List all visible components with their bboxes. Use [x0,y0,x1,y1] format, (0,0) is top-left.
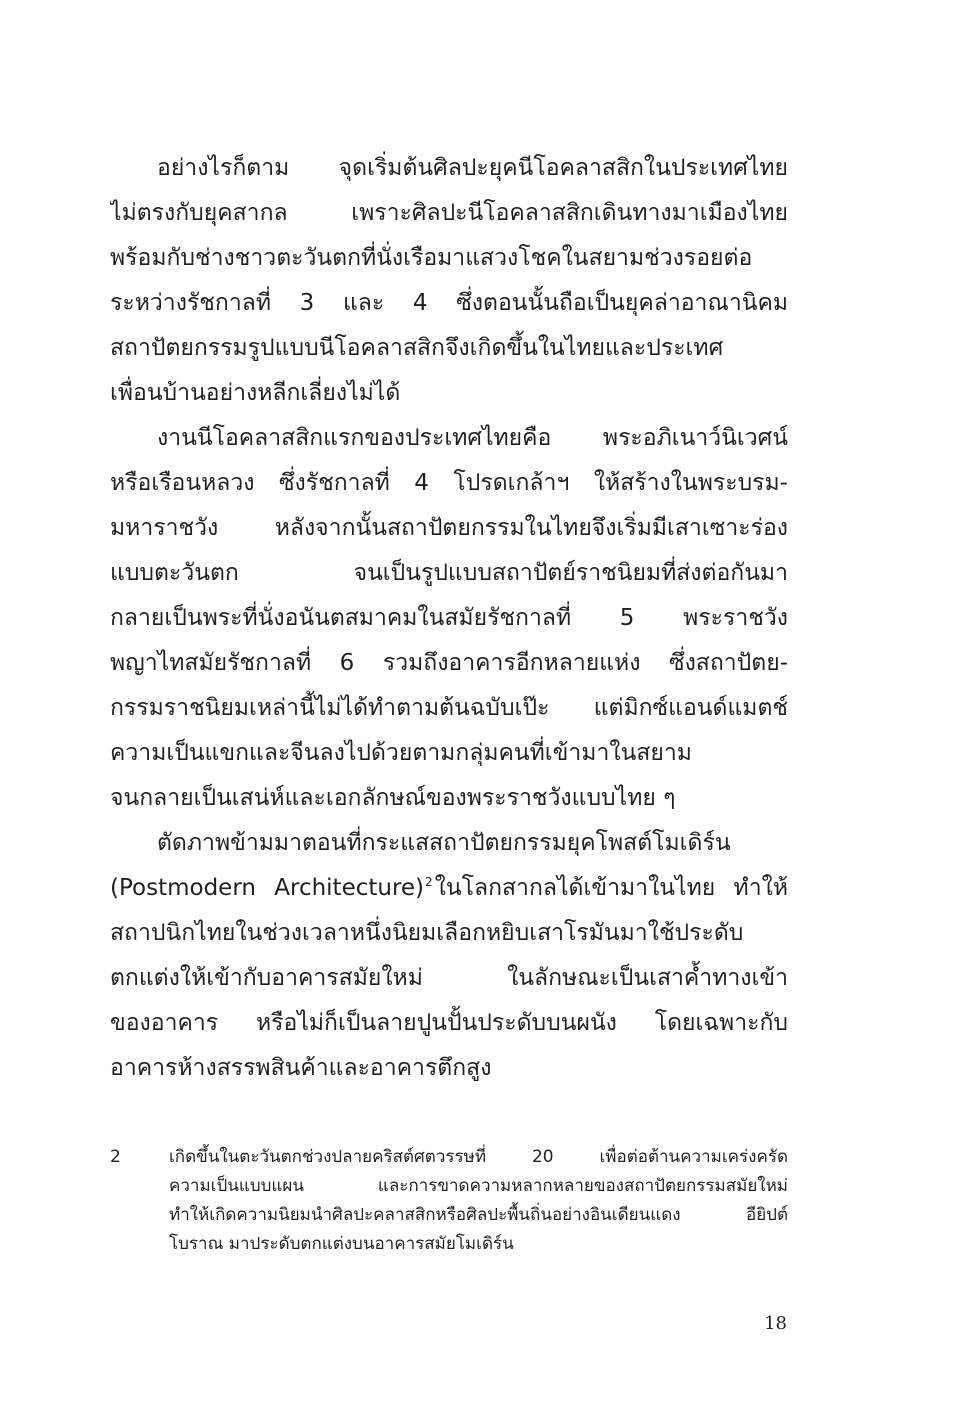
paragraph-line: สถาปัตยกรรมรูปแบบนีโอคลาสสิกจึงเกิดขึ้นในไทยและประเทศ [110,335,724,361]
paragraph-line: กรรมราชนิยมเหล่านี้ไม่ได้ทำตามต้นฉบับเป๊ะ แต่มิกซ์แอนด์แมตช์ [110,695,788,721]
footnote-text [169,1143,788,1259]
footnote-line: เกิดขึ้นในตะวันตกช่วงปลายคริสต์ศตวรรษที่ 20 เพื่อต่อต้านความเคร่งครัด [169,1147,788,1167]
paragraph-line: หรือเรือนหลวง ซึ่งรัชกาลที่ 4 โปรดเกล้าฯ ให้สร้างในพระบรม- [110,470,788,496]
paragraph-line: พญาไทสมัยรัชกาลที่ 6 รวมถึงอาคารอีกหลายแห่ง ซึ่งสถาปัตย- [110,650,788,676]
paragraph-line: จนกลายเป็นเสน่ห์และเอกลักษณ์ของพระราชวังแบบไทย ๆ [110,785,676,811]
paragraph-line: ความเป็นแขกและจีนลงไปด้วยตามกลุ่มคนที่เข้ามาในสยาม [110,740,692,766]
paragraph-3 [110,821,788,1091]
body-text [110,146,788,1091]
paragraph-line: สถาปนิกไทยในช่วงเวลาหนึ่งนิยมเลือกหยิบเสาโรมันมาใช้ประดับ [110,920,744,946]
paragraph-line: ไม่ตรงกับยุคสากล เพราะศิลปะนีโอคลาสสิกเดินทางมาเมืองไทย [110,200,788,226]
footnote-number: 2 [110,1147,121,1167]
paragraph-line: อย่างไรก็ตาม จุดเริ่มต้นศิลปะยุคนีโอคลาสสิกในประเทศไทย [157,155,788,181]
paragraph-line: กลายเป็นพระที่นั่งอนันตสมาคมในสมัยรัชกาลที่ 5 พระราชวัง [110,605,788,631]
paragraph-line: งานนีโอคลาสสิกแรกของประเทศไทยคือ พระอภิเนาว์นิเวศน์ [157,425,788,451]
paragraph-line: ของอาคาร หรือไม่ก็เป็นลายปูนปั้นประดับบนผนัง โดยเฉพาะกับ [110,1010,788,1036]
paragraph-line-with-footnote-ref [110,866,788,911]
paragraph-line: พร้อมกับช่างชาวตะวันตกที่นั่งเรือมาแสวงโชคในสยามช่วงรอยต่อ [110,245,753,271]
footnote-line: ทำให้เกิดความนิยมนำศิลปะคลาสสิกหรือศิลปะพื้นถิ่นอย่างอินเดียนแดง อียิปต์ [169,1205,788,1225]
paragraph-line: มหาราชวัง หลังจากนั้นสถาปัตยกรรมในไทยจึงเริ่มมีเสาเซาะร่อง [110,515,788,541]
paragraph-line: อาคารห้างสรรพสินค้าและอาคารตึกสูง [110,1055,492,1081]
line-continuation: ในโลกสากลได้เข้ามาในไทย ทำให้ [434,875,788,901]
paragraph-1 [110,146,788,416]
footnote-reference[interactable]: 2 [425,875,433,890]
paragraph-line: เพื่อนบ้านอย่างหลีกเลี่ยงไม่ได้ [110,380,401,406]
english-term: (Postmodern Architecture) [110,875,425,901]
paragraph-2 [110,416,788,821]
paragraph-line: ตัดภาพข้ามมาตอนที่กระแสสถาปัตยกรรมยุคโพสต์โมเดิร์น [157,830,731,856]
paragraph-line: แบบตะวันตก จนเป็นรูปแบบสถาปัตย์ราชนิยมที่ส่งต่อกันมา [110,560,788,586]
page-number: 18 [764,1313,787,1334]
paragraph-line: ตกแต่งให้เข้ากับอาคารสมัยใหม่ ในลักษณะเป็นเสาค้ำทางเข้า [110,965,788,991]
paragraph-line: ระหว่างรัชกาลที่ 3 และ 4 ซึ่งตอนนั้นถือเป็นยุคล่าอาณานิคม [110,290,788,316]
footnote-line: ความเป็นแบบแผน และการขาดความหลากหลายของสถาปัตยกรรมสมัยใหม่ [169,1176,788,1196]
footnote-line: โบราณ มาประดับตกแต่งบนอาคารสมัยโมเดิร์น [169,1234,514,1254]
